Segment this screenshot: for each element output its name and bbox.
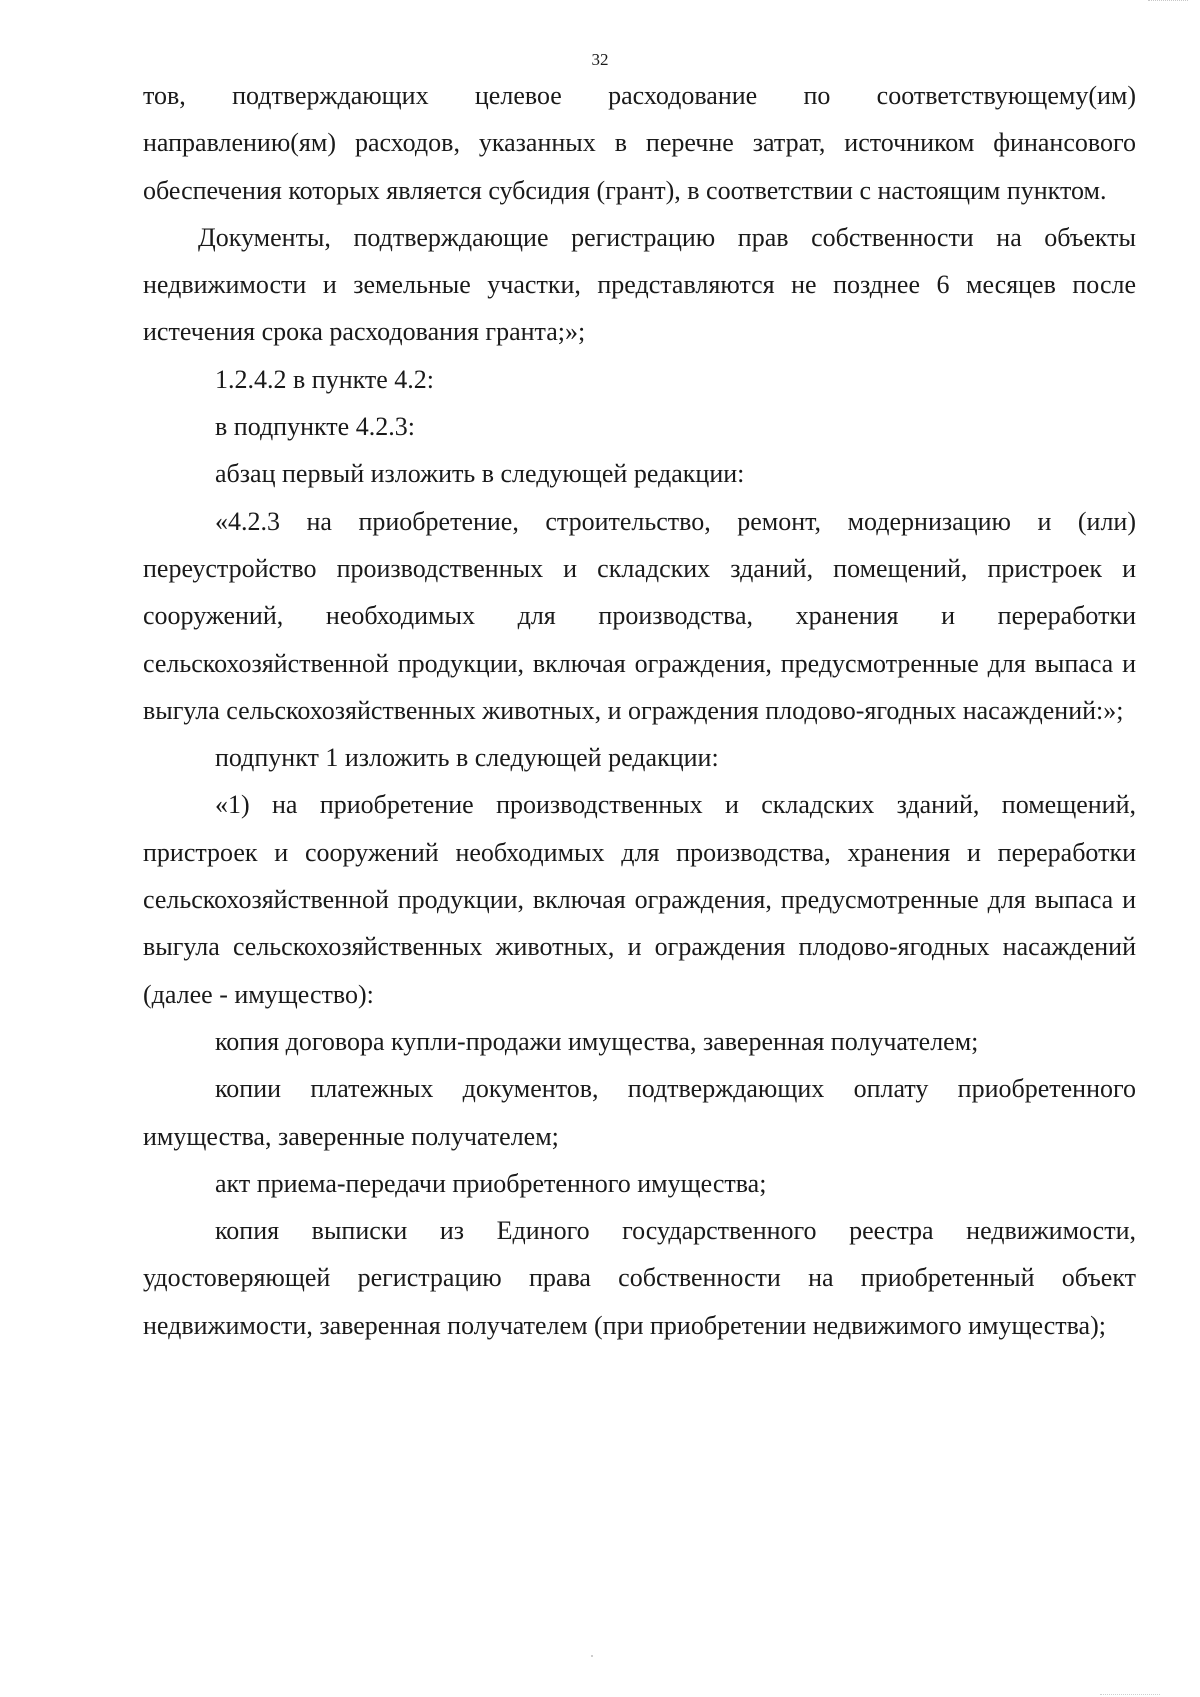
paragraph-clause-4-2-3-text: «4.2.3 на приобретение, строительство, ремонт, модернизацию и (или) переустройство производственных и складских зданий, помещений, пристроек и сооружений, необходимых для производства, хранения и переработки сельскохозяйственной продукции, включая ограждения, предусмотренные для выпаса и выгула сельскохозяйственных животных, и ограждения плодово-ягодных насаждений:»; <box>143 506 1136 725</box>
paragraph-contract-copy: копия договора купли-продажи имущества, заверенная получателем; <box>215 1026 979 1056</box>
paragraph-subpoint-1: подпункт 1 изложить в следующей редакции: <box>215 743 719 773</box>
paragraph-transfer-act: акт приема-передачи приобретенного имущества; <box>215 1168 767 1198</box>
paragraph-ownership-documents: Документы, подтверждающие регистрацию прав собственности на объекты недвижимости и земельные участки, представляются не позднее 6 месяцев после истечения срока расходования гранта;»; <box>143 222 1136 347</box>
paragraph-subclause-4-2-3: в подпункте 4.2.3: <box>215 412 415 442</box>
paragraph-subpoint-1-text: «1) на приобретение производственных и складских зданий, помещений, пристроек и сооружений необходимых для производства, хранения и переработки сельскохозяйственной продукции, включая ограждения, предусмотренные для выпаса и выгула сельскохозяйственных животных, и ограждения плодово-ягодных насаждений (далее - имущество): <box>143 790 1136 1009</box>
scan-speck <box>591 1655 593 1657</box>
document-body <box>143 72 1136 1349</box>
paragraph-continuation: тов, подтверждающих целевое расходование по соответствующему(им) направлению(ям) расходов, указанных в перечне затрат, источником финансового обеспечения которых является субсидия (грант), в соответствии с настоящим пунктом. <box>143 81 1136 205</box>
scan-edge-mark <box>1148 0 1188 5</box>
paragraph-registry-extract: копия выписки из Единого государственного реестра недвижимости, удостоверяющей регистрацию права собственности на приобретенный объект недвижимости, заверенная получателем (при приобретении недвижимого имущества); <box>143 1216 1136 1340</box>
page-number: 32 <box>591 50 609 69</box>
scan-edge-mark-bottom <box>1100 1691 1160 1695</box>
paragraph-clause-1-2-4-2: 1.2.4.2 в пункте 4.2: <box>215 364 435 394</box>
paragraph-payment-documents: копии платежных документов, подтверждающих оплату приобретенного имущества, заверенные получателем; <box>143 1074 1136 1151</box>
paragraph-first-abzac: абзац первый изложить в следующей редакции: <box>215 459 745 489</box>
